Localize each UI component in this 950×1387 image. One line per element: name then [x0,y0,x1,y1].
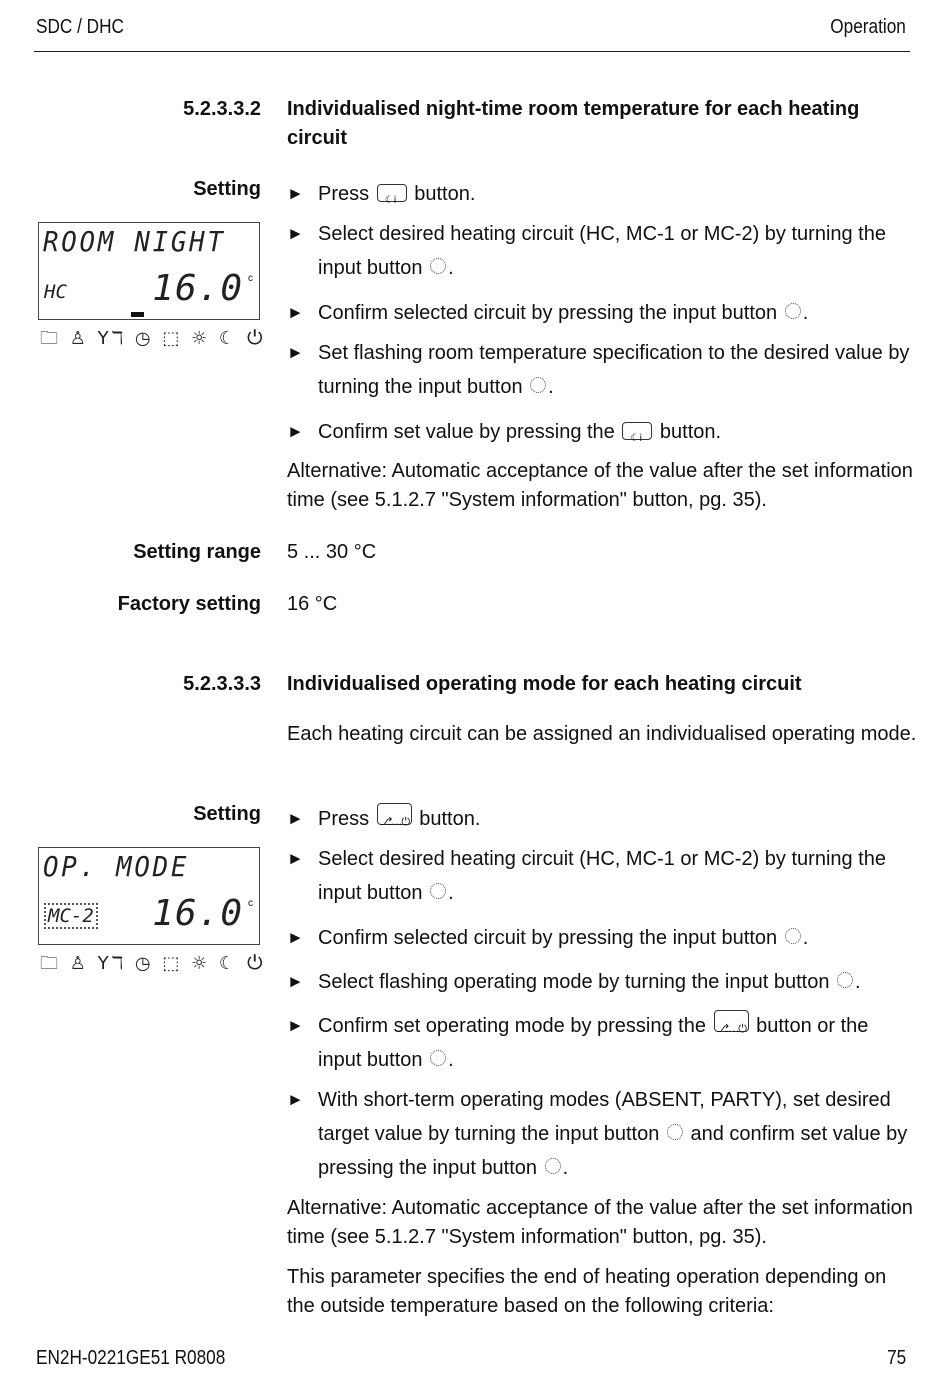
factory-setting-label: Factory setting [117,593,261,615]
bullet-item: ► Select flashing operating mode by turning the input button . [287,971,861,993]
section-number: 5.2.3.3.3 [183,673,261,695]
setting-label: Setting [193,803,261,825]
mode-button-icon [377,803,412,825]
footer-page-number: 75 [886,1347,906,1369]
lcd-value: 16.0 [152,893,243,934]
input-dial-icon [785,928,801,944]
footer-left: EN2H-0221GE51 R0808 [36,1347,226,1369]
setting-range-value: 5 ... 30 °C [287,541,377,563]
bullet-item: ► Select desired heating circuit (HC, MC-1 or MC-2) by turning the input button . [287,223,886,279]
lcd-unit: c [248,273,253,284]
bullet-item: ► Confirm selected circuit by pressing the input button . [287,302,809,324]
bullet-item: ► Select desired heating circuit (HC, MC-1 or MC-2) by turning the input button . [287,848,886,904]
lcd-display-op-mode [38,847,260,945]
bullet-item: ► Set flashing room temperature specification to the desired value by turning the input button . [287,342,910,398]
factory-setting-value: 16 °C [287,593,338,615]
lcd-line1: ROOM NIGHT [43,225,226,258]
bullet-item: ► With short-term operating modes (ABSENT, PARTY), set desired target value by turning the input button and confirm set value by pressing the input button . [287,1089,908,1179]
info-button-icon [622,422,652,440]
lcd-value: 16.0 [152,268,243,309]
lcd-cursor-marker [131,312,144,317]
input-dial-icon [430,258,446,274]
lcd-unit: c [248,898,253,909]
mode-button-icon [714,1010,749,1032]
closing-paragraph: This parameter specifies the end of heating operation depending on the outside temperature based on the following criteria: [287,1266,887,1317]
section-title: Individualised operating mode for each heating circuit [287,673,802,695]
lcd-display-room-night [38,222,260,320]
mode-symbols-row: 🗀 ♙ Yℸ ◷ ⬚ ☼ ☾ ⏻ [40,328,266,349]
bullet-item: ► Press ☾i button. [287,177,917,211]
info-button-icon [377,184,407,202]
input-dial-icon [545,1158,561,1174]
input-dial-icon [430,883,446,899]
input-dial-icon [430,1050,446,1066]
bullet-item: ► Confirm set operating mode by pressing the ⎇…⏻ button or the input button . [287,1009,917,1077]
lcd-circuit: HC [44,281,67,303]
input-dial-icon [837,972,853,988]
lcd-line1: OP. MODE [43,850,190,883]
header-left: SDC / DHC [36,16,124,38]
header-rule [34,51,910,52]
lcd-circuit: MC-2 [44,903,98,929]
bullet-item: ► Confirm selected circuit by pressing the input button . [287,927,809,949]
setting-range-label: Setting range [133,541,261,563]
input-dial-icon [667,1124,683,1140]
mode-symbols-row: 🗀 ♙ Yℸ ◷ ⬚ ☼ ☾ ⏻ [40,953,266,974]
section-number: 5.2.3.3.2 [183,98,261,120]
section-intro: Each heating circuit can be assigned an individualised operating mode. [287,723,917,745]
bullet-item: ► Confirm set value by pressing the ☾i button. [287,415,917,449]
input-dial-icon [530,377,546,393]
bullet-item: ► Press ⎇…⏻ button. [287,802,917,836]
header-right: Operation [830,16,906,38]
alternative-note: Alternative: Automatic acceptance of the value after the set information time (see 5.1.2.7 "System information" button, pg. 35). [287,460,913,511]
alternative-note: Alternative: Automatic acceptance of the value after the set information time (see 5.1.2.7 "System information" button, pg. 35). [287,1197,913,1248]
section-title: Individualised night-time room temperature for each heating circuit [287,98,860,149]
input-dial-icon [785,303,801,319]
setting-label: Setting [193,178,261,200]
